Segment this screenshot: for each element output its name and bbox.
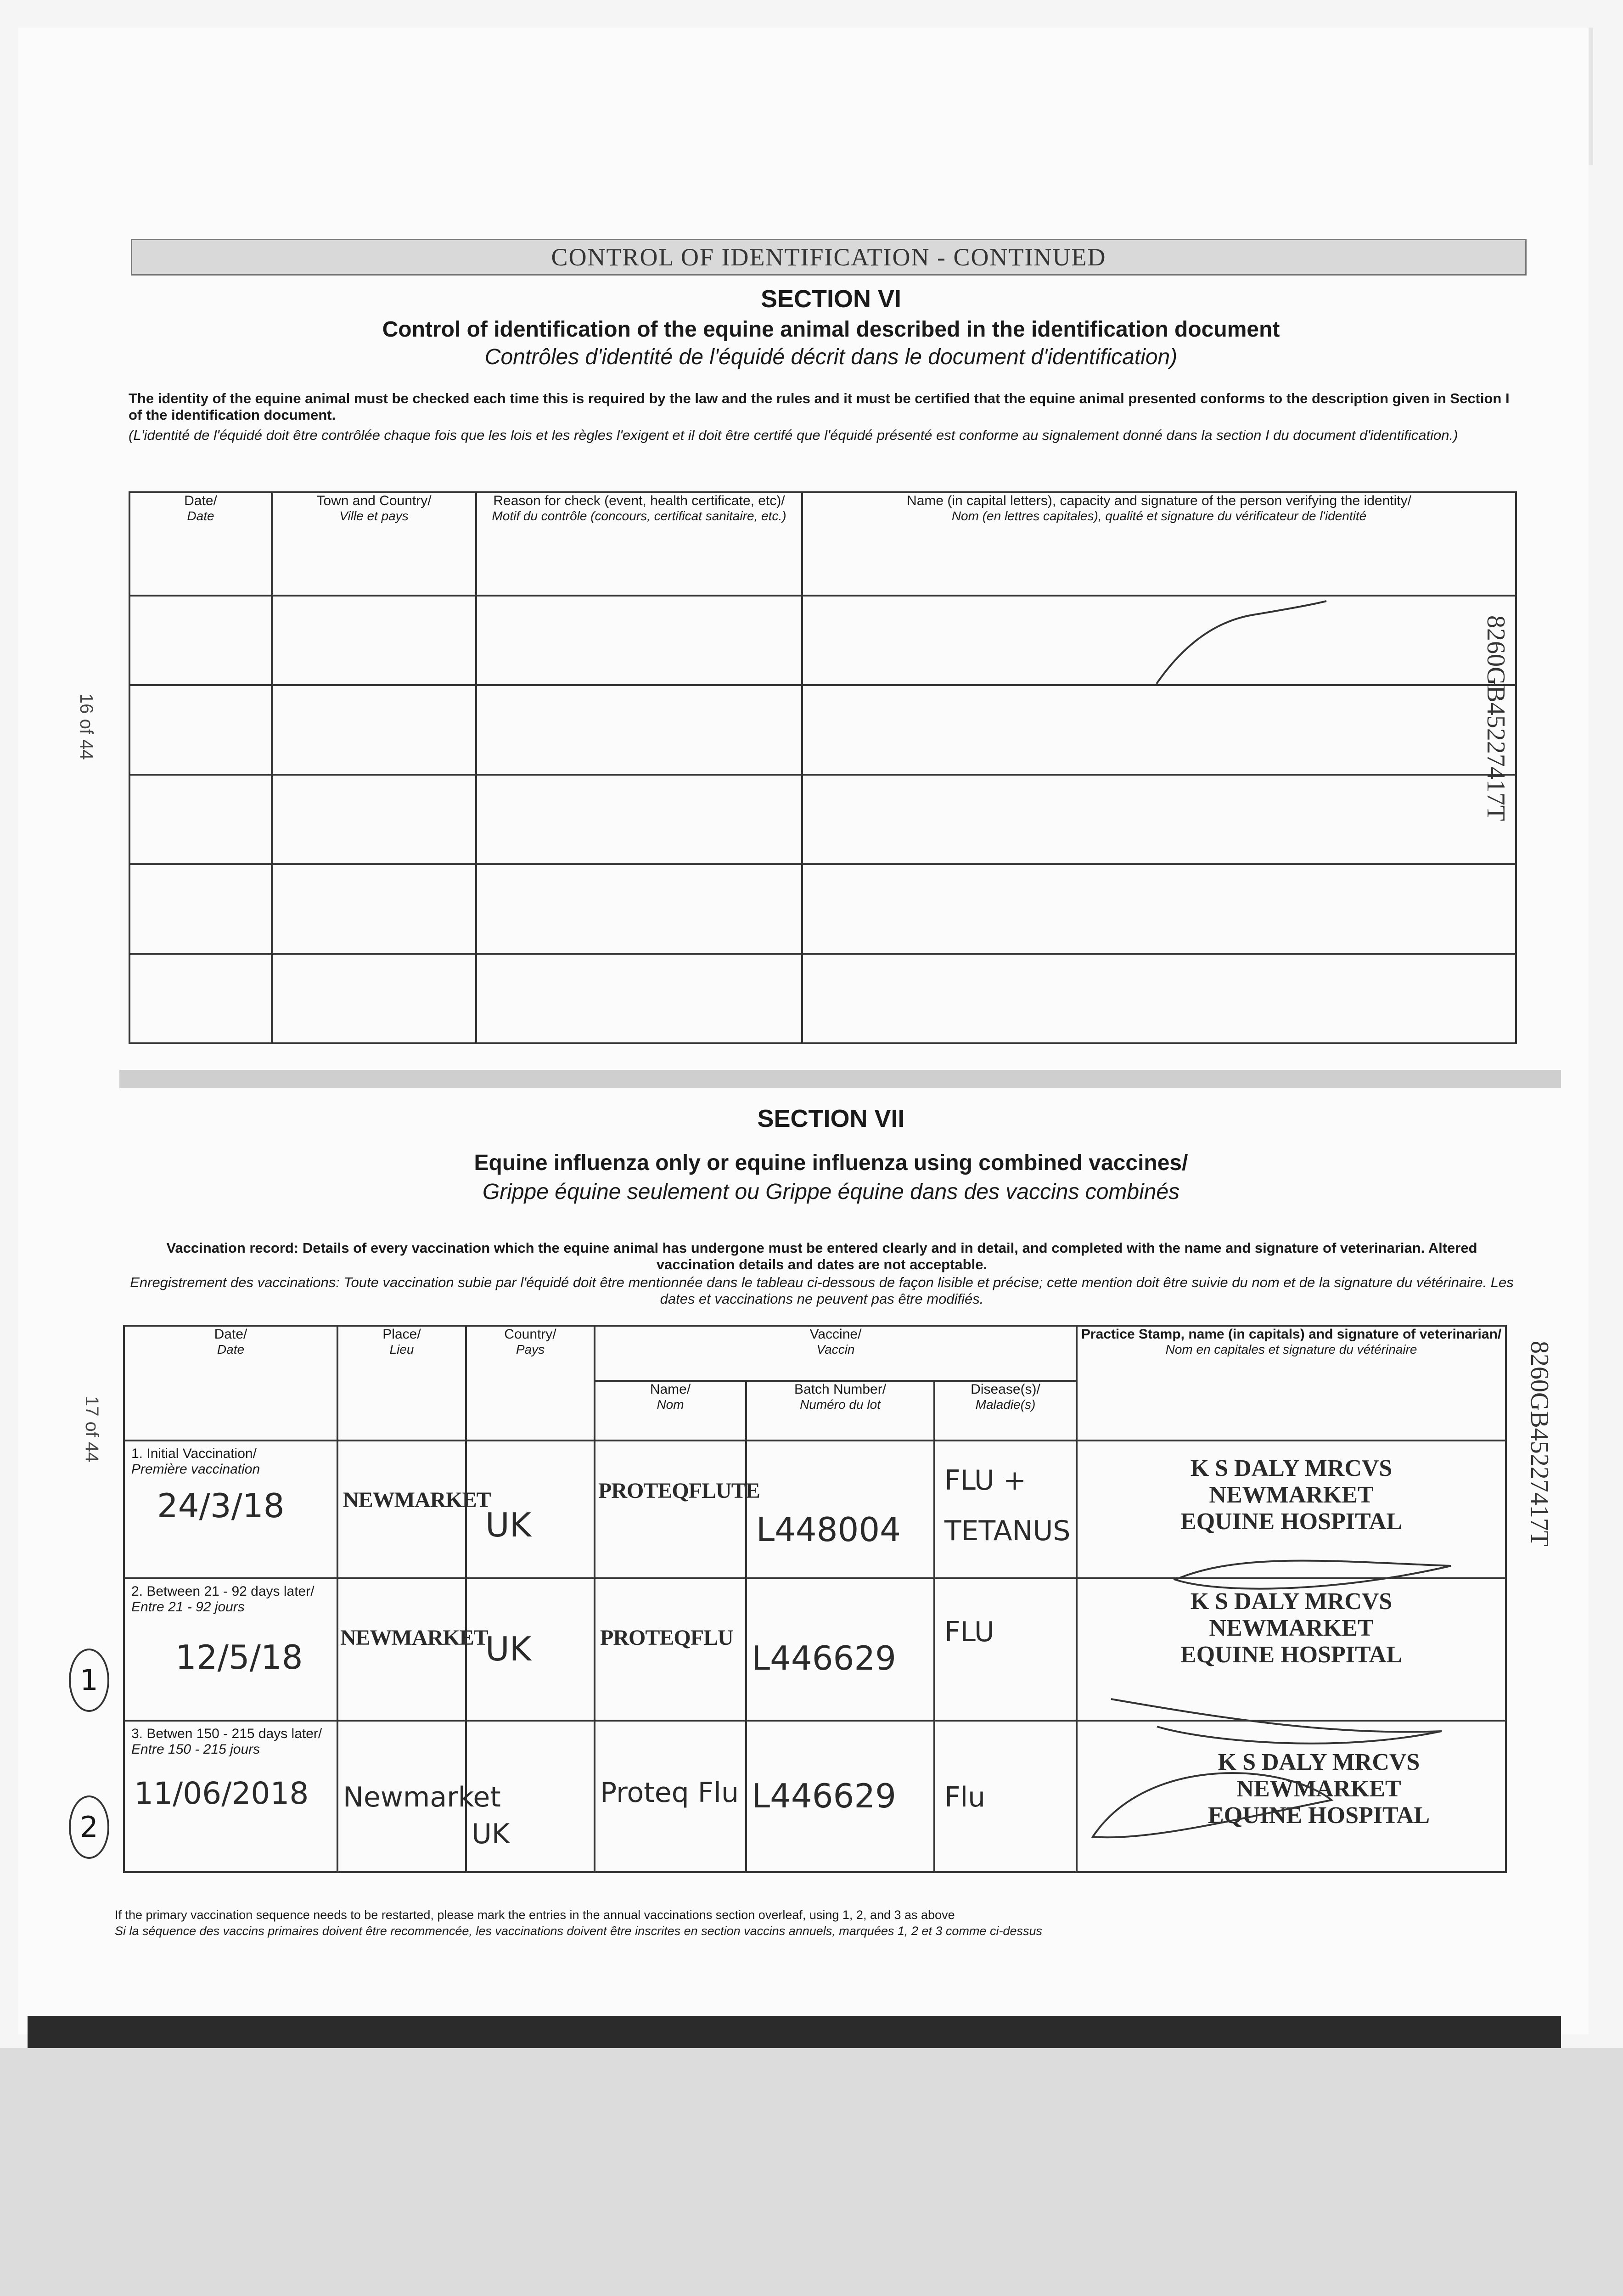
section-6-subtitle-fr: Contrôles d'identité de l'équidé décrit dans le document d'identification) xyxy=(484,345,1178,369)
vaccination-row-second xyxy=(124,1578,1506,1721)
circled-mark: 1 xyxy=(69,1649,109,1712)
vaccination-place: NEWMARKET xyxy=(343,1488,491,1512)
table-header-row xyxy=(124,1326,1506,1381)
batch-number: L448004 xyxy=(756,1510,901,1549)
page-fold xyxy=(119,1070,1561,1088)
vaccination-record-fr: Enregistrement des vaccinations: Toute vaccination subie par l'équidé doit être mentionnée dans le tableau ci-dessous de façon lisible et précise; cette mention doit être suivie du nom et de la signature du vétérinaire. Les dates et vaccinations ne peuvent pas être modifiés. xyxy=(130,1274,1514,1307)
vaccination-place: Newmarket xyxy=(343,1781,501,1813)
vaccine-name: PROTEQFLUTE xyxy=(598,1479,760,1503)
page-number: 17 of 44 xyxy=(82,1396,102,1463)
disease: FLU + TETANUS xyxy=(944,1464,1071,1547)
practice-stamp: K S DALY MRCVS NEWMARKET EQUINE HOSPITAL xyxy=(1180,1588,1403,1668)
col-batch-number: Batch Number/ Numéro du lot xyxy=(746,1381,934,1441)
table-header-row xyxy=(129,492,1516,596)
vaccination-table xyxy=(123,1325,1507,1873)
scanner-edge xyxy=(28,2016,1561,2048)
section-6-title: SECTION VI xyxy=(760,285,902,313)
col-date: Date/ Date xyxy=(124,1326,337,1441)
vaccination-country: UK xyxy=(485,1630,531,1668)
col-vaccine-name: Name/ Nom xyxy=(595,1381,746,1441)
section-7-subtitle-fr: Grippe équine seulement ou Grippe équine dans des vaccins combinés xyxy=(482,1180,1180,1204)
col-place: Place/ Lieu xyxy=(337,1326,466,1441)
table-row xyxy=(129,685,1516,775)
vaccination-row-initial xyxy=(124,1441,1506,1578)
identification-check-table xyxy=(129,491,1517,1044)
section-7-title: SECTION VII xyxy=(757,1105,905,1132)
col-verifier: Name (in capital letters), capacity and signature of the person verifying the identity/ Nom (en lettres capitales), qualité et signature du vérificateur de l'identité xyxy=(802,492,1516,596)
disease: FLU xyxy=(944,1616,994,1648)
scanner-bed xyxy=(0,2048,1623,2296)
vaccination-place: NEWMARKET xyxy=(340,1626,488,1650)
col-date: Date/ Date xyxy=(129,492,272,596)
section-6-subtitle-en: Control of identification of the equine animal described in the identification document xyxy=(382,317,1280,342)
table-row xyxy=(129,775,1516,864)
row-label: 2. Between 21 - 92 days later/ Entre 21 - 92 jours 12/5/18 xyxy=(124,1578,337,1721)
footnote-en: If the primary vaccination sequence needs to be restarted, please mark the entries in the annual vaccinations section overleaf, using 1, 2, and 3 as above xyxy=(115,1908,955,1922)
vaccination-date: 11/06/2018 xyxy=(134,1776,309,1811)
pen-mark xyxy=(1152,597,1336,688)
vaccination-record-en: Vaccination record: Details of every vaccination which the equine animal has undergone must be entered clearly and in detail, and completed with the name and signature of veterinarian. Altered vaccination details and dates are not acceptable. xyxy=(166,1240,1477,1272)
batch-number: L446629 xyxy=(752,1777,896,1815)
control-identification-header: CONTROL OF IDENTIFICATION - CONTINUED xyxy=(131,239,1527,276)
col-country: Country/ Pays xyxy=(466,1326,595,1441)
col-vaccine: Vaccine/ Vaccin xyxy=(595,1326,1077,1381)
table-row xyxy=(129,864,1516,954)
col-town-country: Town and Country/ Ville et pays xyxy=(272,492,476,596)
passport-number: 8260GB45227417T xyxy=(1525,1341,1554,1547)
col-disease: Disease(s)/ Maladie(s) xyxy=(934,1381,1077,1441)
vaccination-date: 12/5/18 xyxy=(175,1638,303,1677)
practice-stamp: K S DALY MRCVS NEWMARKET EQUINE HOSPITAL xyxy=(1208,1749,1430,1829)
vaccine-name: Proteq Flu xyxy=(600,1777,739,1809)
col-practice-stamp: Practice Stamp, name (in capitals) and signature of veterinarian/ Nom en capitales et signature du vétérinaire xyxy=(1077,1326,1506,1441)
table-row xyxy=(129,954,1516,1043)
vaccination-country: UK xyxy=(485,1506,531,1544)
vaccination-date: 24/3/18 xyxy=(157,1486,285,1525)
section-7-subtitle-en: Equine influenza only or equine influenza using combined vaccines/ xyxy=(474,1151,1188,1175)
circled-mark: 2 xyxy=(69,1795,109,1859)
vaccination-country: UK xyxy=(472,1818,510,1850)
row-label: 1. Initial Vaccination/ Première vaccination 24/3/18 xyxy=(124,1441,337,1578)
disease: Flu xyxy=(944,1781,986,1813)
row-label: 3. Betwen 150 - 215 days later/ Entre 150 - 215 jours 11/06/2018 xyxy=(124,1721,337,1872)
practice-stamp: K S DALY MRCVS NEWMARKET EQUINE HOSPITAL xyxy=(1180,1455,1403,1535)
section-6-instruction-fr: (L'identité de l'équidé doit être contrôlée chaque fois que les lois et les règles l'exigent et il doit être certifé que l'équidé présenté est conforme au signalement donné dans la section I du document d'identification.) xyxy=(129,427,1458,443)
batch-number: L446629 xyxy=(752,1639,896,1677)
col-reason: Reason for check (event, health certificate, etc)/ Motif du contrôle (concours, certificat sanitaire, etc.) xyxy=(476,492,802,596)
vaccine-name: PROTEQFLU xyxy=(600,1626,733,1650)
page-number: 16 of 44 xyxy=(76,693,96,760)
table-row xyxy=(129,596,1516,685)
vaccination-row-third xyxy=(124,1721,1506,1872)
footnote-fr: Si la séquence des vaccins primaires doivent être recommencée, les vaccinations doivent être inscrites en section vaccins annuels, marquées 1, 2 et 3 comme ci-dessus xyxy=(115,1924,1042,1938)
passport-number: 8260GB45227417T xyxy=(1482,615,1510,821)
section-6-instruction-en: The identity of the equine animal must be checked each time this is required by the law and the rules and it must be certified that the equine animal presented conforms to the description given in Section I of the identification document. xyxy=(129,390,1510,423)
